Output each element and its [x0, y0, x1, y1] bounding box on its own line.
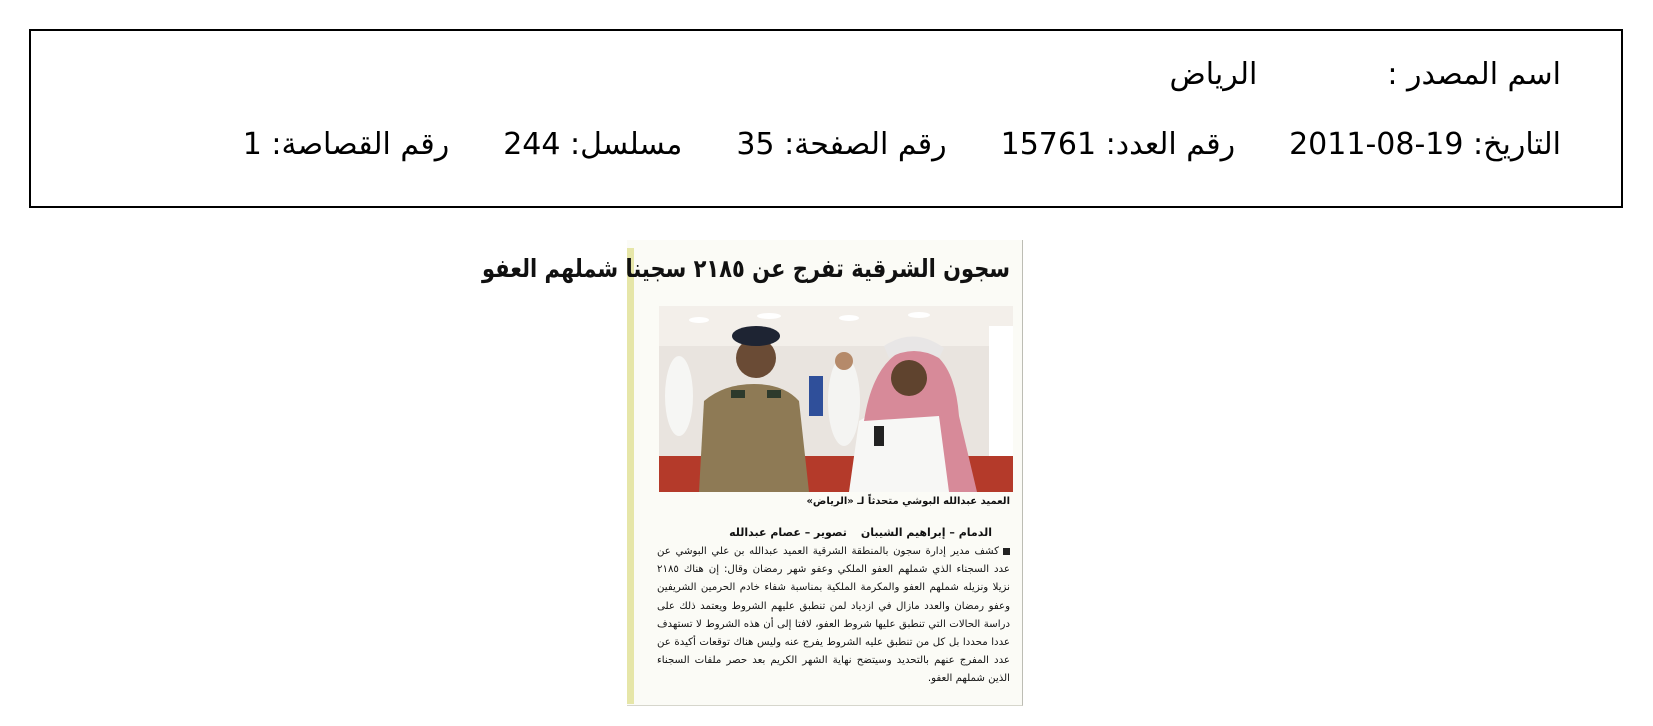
article-photo: [659, 306, 1013, 492]
byline-author: الدمام – إبراهيم الشيبان: [860, 526, 992, 539]
page-number: رقم الصفحة: 35: [736, 127, 947, 162]
clip-number: رقم القصاصة: 1: [242, 127, 450, 162]
bullet-icon: [1003, 548, 1010, 555]
issue-number: رقم العدد: 15761: [1000, 127, 1236, 162]
newspaper-clipping: [481, 240, 1023, 706]
article-body-text: كشف مدير إدارة سجون بالمنطقة الشرقية العميد عبدالله بن علي البوشي عن عدد السجناء الذي شملهم العفو الملكي وعفو شهر رمضان وقال: إن هناك ٢١٨٥ نزيلا ونزيله شملهم العفو والمكرمة الملكية بمناسبة شفاء خادم الحرمين الشريفين وعفو رمضان والعدد مازال في ازدياد لمن تنطبق عليهم الشروط ويعتمد ذلك على دراسة الحالات التي تنطبق عليها شروط العفو، لافتا إلى أن هذه الشروط لا تستهدف عددا محددا بل كل من تنطبق عليه الشروط يفرج عنه وليس هناك توقعات أكيدة عن عدد المفرج عنهم بالتحديد وسيتضح نهاية الشهر الكريم بعد حصر ملفات السجناء الذين شملهم العفو.: [657, 546, 1010, 685]
source-label: اسم المصدر :: [1387, 57, 1561, 92]
details-row: [243, 125, 1561, 165]
article-byline: [729, 526, 992, 539]
article-body: [657, 543, 1010, 689]
date-field: التاريخ: 19-08-2011: [1289, 127, 1561, 162]
serial-number: مسلسل: 244: [503, 127, 683, 162]
source-value: الرياض: [1169, 57, 1258, 92]
source-row: [1170, 55, 1561, 95]
metadata-box: [29, 29, 1623, 208]
photo-caption: العميد عبدالله البوشي متحدثاً لـ «الرياض»: [806, 496, 1010, 507]
byline-photographer: تصوير – عصام عبدالله: [729, 526, 847, 539]
article-headline: سجون الشرقية تفرج عن ٢١٨٥ سجينا شملهم العفو: [481, 254, 1010, 283]
clipping-edge-bar: [627, 248, 634, 704]
